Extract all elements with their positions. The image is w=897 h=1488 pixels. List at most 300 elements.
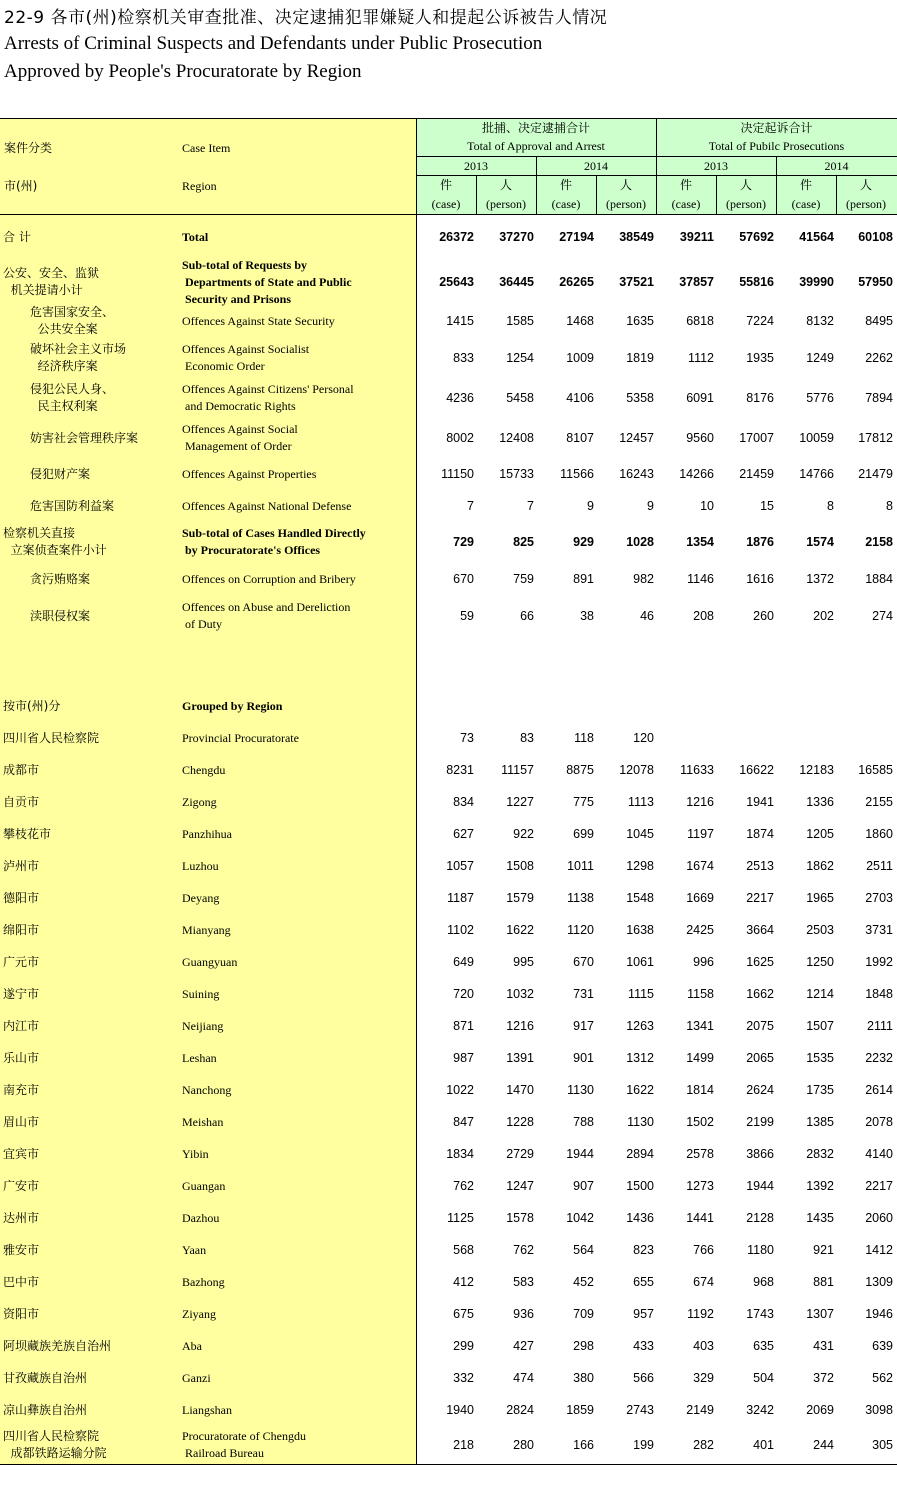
row-label-cn: 侵犯公民人身、 民主权利案 — [30, 382, 115, 413]
row-label-cn: 内江市 — [3, 1018, 40, 1033]
table-row — [0, 418, 897, 458]
cell-value: 982 — [633, 571, 654, 586]
row-label-cn: 资阳市 — [3, 1306, 40, 1321]
cell-value: 452 — [573, 1274, 594, 1289]
cell-value: 11633 — [680, 762, 714, 777]
row-label-en: Procuratorate of Chengdu Railroad Bureau — [182, 1429, 306, 1460]
cell-value: 8875 — [566, 762, 594, 777]
cell-value: 1638 — [626, 922, 654, 937]
cell-value: 729 — [453, 534, 474, 549]
row-label-en: Offences Against National Defense — [182, 498, 352, 513]
cell-value: 2894 — [626, 1146, 654, 1161]
table-row — [0, 257, 897, 306]
cell-value: 8231 — [446, 762, 474, 777]
unit-cn: 人 — [499, 178, 512, 192]
cell-value: 280 — [513, 1437, 534, 1452]
cell-value: 8176 — [746, 390, 774, 405]
table-row — [0, 882, 897, 914]
group-approval-cn: 批捕、决定逮捕合计 — [481, 121, 590, 135]
table-row — [0, 690, 897, 722]
cell-value: 1392 — [806, 1178, 834, 1193]
row-label-cn: 德阳市 — [3, 890, 40, 905]
row-label-cn: 危害国防利益案 — [30, 498, 115, 513]
unit-cn: 件 — [679, 178, 692, 192]
cell-value: 1940 — [446, 1402, 474, 1417]
cell-value: 14266 — [679, 466, 714, 481]
cell-value: 166 — [573, 1437, 594, 1452]
cell-value: 5776 — [806, 390, 834, 405]
table-row — [0, 946, 897, 978]
cell-value: 120 — [633, 730, 654, 745]
cell-value: 380 — [573, 1370, 594, 1385]
cell-value: 823 — [633, 1242, 654, 1257]
cell-value: 5458 — [506, 390, 534, 405]
cell-value: 566 — [633, 1370, 654, 1385]
cell-value: 14766 — [799, 466, 834, 481]
cell-value: 59 — [460, 608, 474, 623]
row-label-cn: 公安、安全、监狱 机关提请小计 — [3, 266, 100, 297]
cell-value: 1884 — [865, 571, 893, 586]
cell-value: 881 — [813, 1274, 834, 1289]
row-label-en: Deyang — [182, 890, 220, 905]
column-divider — [476, 175, 477, 214]
cell-value: 7 — [527, 498, 534, 513]
cell-value: 1502 — [686, 1114, 714, 1129]
row-label-en: Mianyang — [182, 922, 231, 937]
table-row — [0, 850, 897, 882]
row-label-en: Offences Against Socialist Economic Order — [182, 342, 310, 373]
unit-cn: 人 — [739, 178, 752, 192]
cell-value: 1860 — [865, 826, 893, 841]
row-label-cn: 广元市 — [3, 954, 40, 969]
cell-value: 15733 — [499, 466, 534, 481]
row-label-cn: 渎职侵权案 — [30, 608, 91, 623]
row-label-en: Offences Against State Security — [182, 313, 335, 328]
cell-value: 1508 — [506, 858, 534, 873]
cell-value: 8495 — [865, 313, 893, 328]
unit-cn: 件 — [799, 178, 812, 192]
cell-value: 1249 — [806, 350, 834, 365]
cell-value: 766 — [693, 1242, 714, 1257]
table-row — [0, 596, 897, 636]
cell-value: 17812 — [858, 430, 893, 445]
column-divider — [776, 156, 777, 214]
cell-value: 2111 — [867, 1018, 893, 1033]
cell-value: 2155 — [865, 794, 893, 809]
cell-value: 260 — [753, 608, 774, 623]
cell-value: 8 — [827, 498, 834, 513]
cell-value: 635 — [753, 1338, 774, 1353]
unit-en: (person) — [486, 197, 526, 211]
cell-value: 1187 — [447, 890, 474, 905]
cell-value: 1263 — [626, 1018, 654, 1033]
case-item-cn-label: 案件分类 — [4, 141, 53, 155]
cell-value: 1115 — [628, 986, 654, 1001]
cell-value: 329 — [693, 1370, 714, 1385]
cell-value: 2832 — [806, 1146, 834, 1161]
title-block — [4, 6, 894, 86]
cell-value: 1574 — [806, 534, 834, 549]
cell-value: 8132 — [806, 313, 834, 328]
cell-value: 39211 — [679, 229, 714, 244]
cell-value: 1535 — [806, 1050, 834, 1065]
cell-value: 1941 — [746, 794, 774, 809]
cell-value: 1579 — [506, 890, 534, 905]
cell-value: 1946 — [865, 1306, 893, 1321]
cell-value: 907 — [573, 1178, 594, 1193]
cell-value: 431 — [813, 1338, 834, 1353]
cell-value: 1862 — [806, 858, 834, 873]
cell-value: 1273 — [686, 1178, 714, 1193]
row-label-en: Suining — [182, 986, 220, 1001]
cell-value: 8002 — [446, 430, 474, 445]
cell-value: 38 — [580, 608, 594, 623]
cell-value: 929 — [573, 534, 594, 549]
row-label-en: Total — [182, 229, 209, 244]
cell-value: 15 — [760, 498, 774, 513]
table-row — [0, 1426, 897, 1464]
unit-cn: 件 — [439, 178, 452, 192]
cell-value: 1205 — [806, 826, 834, 841]
row-label-en: Sub-total of Requests by Departments of State and Public Security and Prisons — [182, 257, 352, 306]
cell-value: 1354 — [686, 534, 714, 549]
cell-value: 1819 — [626, 350, 654, 365]
row-label-en: Grouped by Region — [182, 698, 283, 713]
cell-value: 305 — [872, 1437, 893, 1452]
cell-value: 957 — [633, 1306, 654, 1321]
cell-value: 1254 — [506, 350, 534, 365]
unit-en: (person) — [726, 197, 766, 211]
cell-value: 66 — [520, 608, 534, 623]
cell-value: 1635 — [626, 313, 654, 328]
cell-value: 847 — [453, 1114, 474, 1129]
cell-value: 1470 — [506, 1082, 534, 1097]
cell-value: 36445 — [499, 274, 534, 289]
cell-value: 1146 — [687, 571, 714, 586]
cell-value: 921 — [813, 1242, 834, 1257]
table-row — [0, 458, 897, 490]
cell-value: 16585 — [858, 762, 893, 777]
case-item-en-label: Case Item — [182, 141, 231, 155]
table-row — [0, 754, 897, 786]
cell-value: 2262 — [865, 350, 893, 365]
cell-value: 26372 — [439, 229, 474, 244]
row-label-cn: 侵犯财产案 — [30, 466, 91, 481]
cell-value: 871 — [453, 1018, 474, 1033]
cell-value: 2425 — [686, 922, 714, 937]
cell-value: 1385 — [806, 1114, 834, 1129]
cell-value: 3731 — [865, 922, 893, 937]
table-row — [0, 1330, 897, 1362]
cell-value: 1130 — [567, 1082, 594, 1097]
row-label-cn: 阿坝藏族羌族自治州 — [3, 1338, 112, 1353]
cell-value: 46 — [640, 608, 654, 623]
cell-value: 699 — [573, 826, 594, 841]
cell-value: 1372 — [806, 571, 834, 586]
cell-value: 901 — [573, 1050, 594, 1065]
cell-value: 1874 — [746, 826, 774, 841]
cell-value: 1138 — [567, 890, 594, 905]
cell-value: 83 — [520, 730, 534, 745]
cell-value: 1391 — [506, 1050, 534, 1065]
cell-value: 427 — [513, 1338, 534, 1353]
row-label-cn: 四川省人民检察院 — [3, 730, 100, 745]
table-row — [0, 1266, 897, 1298]
cell-value: 1935 — [746, 350, 774, 365]
cell-value: 1876 — [746, 534, 774, 549]
cell-value: 1042 — [566, 1210, 594, 1225]
cell-value: 3098 — [865, 1402, 893, 1417]
cell-value: 1735 — [806, 1082, 834, 1097]
cell-value: 4140 — [865, 1146, 893, 1161]
cell-value: 1022 — [446, 1082, 474, 1097]
cell-value: 709 — [573, 1306, 594, 1321]
cell-value: 775 — [573, 794, 594, 809]
cell-value: 37857 — [679, 274, 714, 289]
cell-value: 2199 — [746, 1114, 774, 1129]
cell-value: 4106 — [566, 390, 594, 405]
table-row — [0, 1298, 897, 1330]
table-row — [0, 1138, 897, 1170]
cell-value: 12078 — [619, 762, 654, 777]
cell-value: 1859 — [566, 1402, 594, 1417]
table-row — [0, 1042, 897, 1074]
cell-value: 2703 — [865, 890, 893, 905]
cell-value: 1216 — [686, 794, 714, 809]
table-row — [0, 786, 897, 818]
cell-value: 8107 — [566, 430, 594, 445]
cell-value: 2075 — [746, 1018, 774, 1033]
table-row — [0, 1234, 897, 1266]
cell-value: 118 — [574, 730, 594, 745]
row-label-en: Provincial Procuratorate — [182, 730, 299, 745]
cell-value: 21459 — [739, 466, 774, 481]
unit-cn: 件 — [559, 178, 572, 192]
cell-value: 73 — [460, 730, 474, 745]
table-row — [0, 722, 897, 754]
table-row — [0, 338, 897, 378]
cell-value: 39990 — [799, 274, 834, 289]
cell-value: 7224 — [746, 313, 774, 328]
group-prosecution-cn: 决定起诉合计 — [740, 121, 813, 135]
cell-value: 1197 — [687, 826, 714, 841]
cell-value: 8 — [886, 498, 893, 513]
row-label-cn: 达州市 — [3, 1210, 40, 1225]
unit-en: (case) — [671, 197, 701, 211]
year-header: 2014 — [824, 159, 849, 173]
cell-value: 1298 — [626, 858, 654, 873]
cell-value: 27194 — [559, 229, 594, 244]
row-label-en: Luzhou — [182, 858, 219, 873]
table-title-cn: 22-9 各市(州)检察机关审查批准、决定逮捕犯罪嫌疑人和提起公诉被告人情况 — [4, 8, 608, 28]
cell-value: 1336 — [806, 794, 834, 809]
cell-value: 1622 — [506, 922, 534, 937]
row-label-cn: 危害国家安全、 公共安全案 — [30, 305, 115, 336]
cell-value: 936 — [513, 1306, 534, 1321]
row-label-en: Liangshan — [182, 1402, 232, 1417]
cell-value: 60108 — [858, 229, 893, 244]
cell-value: 274 — [872, 608, 893, 623]
year-header: 2013 — [464, 159, 488, 173]
cell-value: 299 — [453, 1338, 474, 1353]
row-label-en: Yibin — [182, 1146, 209, 1161]
row-label-cn: 按市(州)分 — [3, 698, 61, 713]
cell-value: 2128 — [746, 1210, 774, 1225]
row-label-cn: 四川省人民检察院 成都铁路运输分院 — [3, 1429, 107, 1460]
cell-value: 9560 — [686, 430, 714, 445]
cell-value: 2158 — [865, 534, 893, 549]
row-label-en: Ziyang — [182, 1306, 216, 1321]
cell-value: 332 — [453, 1370, 474, 1385]
unit-en: (case) — [431, 197, 461, 211]
cell-value: 9 — [647, 498, 654, 513]
cell-value: 1662 — [746, 986, 774, 1001]
cell-value: 825 — [513, 534, 534, 549]
cell-value: 1102 — [447, 922, 474, 937]
row-label-en: Ganzi — [182, 1370, 211, 1385]
cell-value: 16243 — [619, 466, 654, 481]
region-cn-label: 市(州) — [4, 179, 38, 193]
cell-value: 922 — [513, 826, 534, 841]
table-row — [0, 1074, 897, 1106]
cell-value: 11566 — [560, 466, 594, 481]
unit-en: (case) — [791, 197, 821, 211]
cell-value: 762 — [453, 1178, 474, 1193]
cell-value: 504 — [753, 1370, 774, 1385]
table-row — [0, 1106, 897, 1138]
group-approval-en: Total of Approval and Arrest — [467, 139, 605, 153]
cell-value: 1743 — [746, 1306, 774, 1321]
cell-value: 1061 — [626, 954, 654, 969]
cell-value: 1307 — [806, 1306, 834, 1321]
row-label-en: Guangyuan — [182, 954, 238, 969]
row-label-en: Dazhou — [182, 1210, 220, 1225]
cell-value: 627 — [453, 826, 474, 841]
cell-value: 401 — [753, 1437, 774, 1452]
cell-value: 2624 — [746, 1082, 774, 1097]
cell-value: 1125 — [447, 1210, 474, 1225]
cell-value: 3664 — [746, 922, 774, 937]
row-label-cn: 成都市 — [3, 762, 40, 777]
cell-value: 1944 — [746, 1178, 774, 1193]
table-row — [0, 490, 897, 522]
cell-value: 1500 — [626, 1178, 654, 1193]
row-label-en: Leshan — [182, 1050, 217, 1065]
table-row — [0, 1170, 897, 1202]
column-divider — [596, 175, 597, 214]
row-label-cn: 泸州市 — [3, 858, 40, 873]
cell-value: 564 — [573, 1242, 594, 1257]
table-row — [0, 378, 897, 418]
cell-value: 1227 — [506, 794, 534, 809]
cell-value: 10 — [700, 498, 714, 513]
cell-value: 12457 — [619, 430, 654, 445]
cell-value: 1848 — [865, 986, 893, 1001]
cell-value: 1578 — [506, 1210, 534, 1225]
cell-value: 1834 — [446, 1146, 474, 1161]
year-header: 2014 — [584, 159, 608, 173]
cell-value: 2232 — [865, 1050, 893, 1065]
unit-cn: 人 — [859, 178, 872, 192]
cell-value: 568 — [453, 1242, 474, 1257]
row-label-cn: 眉山市 — [3, 1114, 40, 1129]
cell-value: 298 — [573, 1338, 594, 1353]
cell-value: 788 — [573, 1114, 594, 1129]
cell-value: 1214 — [806, 986, 834, 1001]
row-label-cn: 绵阳市 — [3, 922, 40, 937]
row-label-en: Zigong — [182, 794, 217, 809]
cell-value: 583 — [513, 1274, 534, 1289]
row-label-en: Guangan — [182, 1178, 226, 1193]
unit-en: (person) — [606, 197, 646, 211]
column-divider — [656, 118, 657, 214]
cell-value: 37521 — [619, 274, 654, 289]
cell-value: 639 — [872, 1338, 893, 1353]
cell-value: 403 — [693, 1338, 714, 1353]
cell-value: 670 — [573, 954, 594, 969]
cell-value: 21479 — [858, 466, 893, 481]
cell-value: 1814 — [686, 1082, 714, 1097]
row-label-en: Yaan — [182, 1242, 207, 1257]
cell-value: 2060 — [865, 1210, 893, 1225]
table-row — [0, 1394, 897, 1426]
cell-value: 1011 — [567, 858, 594, 873]
cell-value: 2069 — [806, 1402, 834, 1417]
cell-value: 1435 — [806, 1210, 834, 1225]
cell-value: 12183 — [799, 762, 834, 777]
cell-value: 1228 — [506, 1114, 534, 1129]
cell-value: 1113 — [628, 794, 654, 809]
row-label-cn: 合 计 — [3, 229, 31, 244]
row-label-en: Offences Against Citizens' Personal and Democratic Rights — [182, 382, 354, 413]
row-label-en: Meishan — [182, 1114, 224, 1129]
cell-value: 562 — [872, 1370, 893, 1385]
row-label-cn: 贪污贿赂案 — [30, 571, 91, 586]
cell-value: 2078 — [865, 1114, 893, 1129]
group-prosecution-en: Total of Pubilc Prosecutions — [708, 139, 845, 153]
cell-value: 1216 — [506, 1018, 534, 1033]
cell-value: 5358 — [626, 390, 654, 405]
row-label-cn: 甘孜藏族自治州 — [3, 1370, 88, 1385]
cell-value: 720 — [453, 986, 474, 1001]
table-row — [0, 1010, 897, 1042]
row-label-en: Offences on Corruption and Bribery — [182, 571, 356, 586]
cell-value: 7894 — [865, 390, 893, 405]
cell-value: 57950 — [858, 274, 893, 289]
cell-value: 968 — [753, 1274, 774, 1289]
cell-value: 674 — [693, 1274, 714, 1289]
row-label-cn: 破坏社会主义市场 经济秩序案 — [30, 342, 127, 373]
cell-value: 1250 — [806, 954, 834, 969]
row-label-cn: 自贡市 — [3, 794, 40, 809]
cell-value: 1312 — [626, 1050, 654, 1065]
row-label-cn: 凉山彝族自治州 — [3, 1402, 88, 1417]
cell-value: 675 — [453, 1306, 474, 1321]
cell-value: 1028 — [626, 534, 654, 549]
row-label-en: Offences on Abuse and Dereliction of Duty — [182, 600, 351, 631]
cell-value: 891 — [573, 571, 594, 586]
cell-value: 57692 — [739, 229, 774, 244]
cell-value: 1341 — [686, 1018, 714, 1033]
cell-value: 2614 — [865, 1082, 893, 1097]
cell-value: 1247 — [506, 1178, 534, 1193]
year-header: 2013 — [704, 159, 728, 173]
column-divider — [836, 175, 837, 214]
cell-value: 218 — [453, 1437, 474, 1452]
table-row — [0, 1362, 897, 1394]
cell-value: 38549 — [619, 229, 654, 244]
cell-value: 834 — [453, 794, 474, 809]
